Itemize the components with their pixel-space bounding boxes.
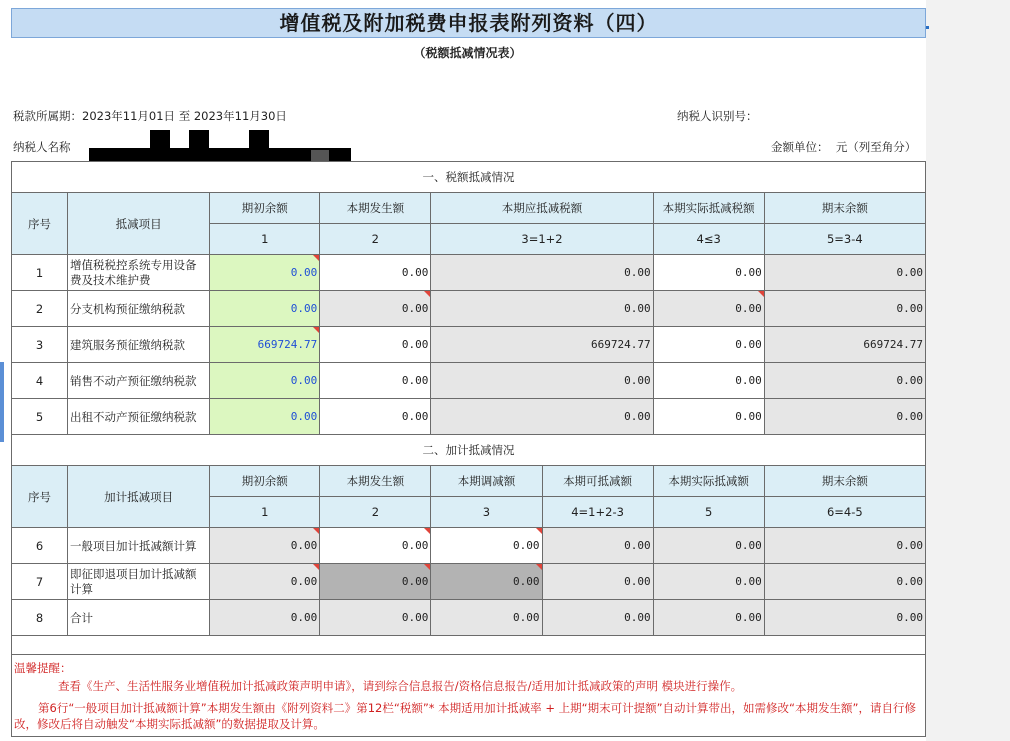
left-edge-handle[interactable] <box>0 362 4 442</box>
reminder-line-declaration: 查看《生产、生活性服务业增值税加计抵减政策声明申请》，请到综合信息报告/资格信息报告/适用加计抵减政策的声明 模块进行操作。 <box>58 679 743 693</box>
row-item: 合计 <box>68 600 210 636</box>
col-closing-header: 期末余额 <box>764 466 925 497</box>
report-subtitle: （税额抵减情况表） <box>413 46 522 60</box>
row-item: 即征即退项目加计抵减额计算 <box>68 564 210 600</box>
deductible-amount: 0.00 <box>431 291 653 327</box>
formula-cell: 2 <box>320 224 431 255</box>
closing-balance: 669724.77 <box>764 327 925 363</box>
incurred-amount-input[interactable]: 0.00 <box>320 363 431 399</box>
opening-balance-input[interactable]: 669724.77 <box>210 327 320 363</box>
redacted-block <box>249 130 269 150</box>
reduction-amount: 0.00 <box>431 600 542 636</box>
formula-cell: 1 <box>210 497 320 528</box>
row-seq: 3 <box>12 327 68 363</box>
incurred-amount-input[interactable]: 0.00 <box>320 291 431 327</box>
opening-balance-input[interactable]: 0.00 <box>210 399 320 435</box>
closing-balance: 0.00 <box>764 528 925 564</box>
tax-deduction-table <box>11 161 926 435</box>
row-seq: 5 <box>12 399 68 435</box>
closing-balance: 0.00 <box>764 255 925 291</box>
deductible-amount: 0.00 <box>431 255 653 291</box>
actual-deduction-input[interactable]: 0.00 <box>653 363 764 399</box>
formula-cell: 4=1+2-3 <box>542 497 653 528</box>
section1-title: 一、税额抵减情况 <box>12 162 926 193</box>
table-row <box>12 600 926 636</box>
opening-balance-input[interactable]: 0.00 <box>210 255 320 291</box>
taxpayer-id-label: 纳税人识别号： <box>677 109 758 123</box>
formula-cell: 5 <box>653 497 764 528</box>
incurred-amount: 0.00 <box>320 600 431 636</box>
deductible-amount: 0.00 <box>431 399 653 435</box>
closing-balance: 0.00 <box>764 600 925 636</box>
actual-deduction: 0.00 <box>653 564 764 600</box>
col-seq-header: 序号 <box>12 193 68 255</box>
actual-deduction: 0.00 <box>653 600 764 636</box>
reminder-line-row6: 第6行“一般项目加计抵减额计算”本期发生额由《附列资料二》第12栏“税额”* 本期适用加计抵减率 + 上期“期末可计提额”自动计算带出，如需修改“本期发生额”，请自行修改，修改后将自动触发“本期实际抵减额”的数据提取及计算。 <box>14 701 916 731</box>
col-item-header: 抵减项目 <box>68 193 210 255</box>
deductible-amount: 669724.77 <box>431 327 653 363</box>
amount-unit-label: 金额单位： <box>771 140 829 154</box>
row-seq: 1 <box>12 255 68 291</box>
report-title: 增值税及附加税费申报表附列资料（四） <box>11 8 926 38</box>
reminder-panel <box>11 654 926 737</box>
incurred-amount-input[interactable]: 0.00 <box>320 399 431 435</box>
section2-title: 二、加计抵减情况 <box>12 435 926 466</box>
opening-balance: 0.00 <box>210 564 320 600</box>
available-amount: 0.00 <box>542 528 653 564</box>
row-item: 销售不动产预征缴纳税款 <box>68 363 210 399</box>
formula-cell: 3 <box>431 497 542 528</box>
period-info <box>13 108 287 124</box>
col-actual-header: 本期实际抵减税额 <box>653 193 764 224</box>
amount-unit-value: 元（列至角分） <box>835 140 917 154</box>
row-seq: 6 <box>12 528 68 564</box>
period-start: 2023年11月01日 <box>82 109 176 123</box>
closing-balance: 0.00 <box>764 564 925 600</box>
available-amount: 0.00 <box>542 564 653 600</box>
table-row <box>12 528 926 564</box>
selection-marker <box>926 26 929 29</box>
actual-deduction-input[interactable]: 0.00 <box>653 327 764 363</box>
report-sheet <box>11 0 926 741</box>
col-opening-header: 期初余额 <box>210 193 320 224</box>
closing-balance: 0.00 <box>764 399 925 435</box>
table-row <box>12 291 926 327</box>
closing-balance: 0.00 <box>764 363 925 399</box>
col-incurred-header: 本期发生额 <box>320 193 431 224</box>
actual-deduction-input[interactable]: 0.00 <box>653 399 764 435</box>
formula-cell: 2 <box>320 497 431 528</box>
row-item: 分支机构预征缴纳税款 <box>68 291 210 327</box>
incurred-amount-input[interactable]: 0.00 <box>320 255 431 291</box>
redacted-block <box>150 130 170 150</box>
opening-balance: 0.00 <box>210 600 320 636</box>
row-seq: 2 <box>12 291 68 327</box>
taxpayer-name-label: 纳税人名称 <box>13 140 71 154</box>
formula-cell: 4≤3 <box>653 224 764 255</box>
opening-balance: 0.00 <box>210 528 320 564</box>
formula-cell: 5=3-4 <box>764 224 925 255</box>
table-row <box>12 327 926 363</box>
period-to: 至 <box>178 109 191 123</box>
col-item-header: 加计抵减项目 <box>68 466 210 528</box>
available-amount: 0.00 <box>542 600 653 636</box>
formula-cell: 6=4-5 <box>764 497 925 528</box>
right-empty-pane <box>926 0 1010 741</box>
row-seq: 4 <box>12 363 68 399</box>
row-item: 增值税税控系统专用设备费及技术维护费 <box>68 255 210 291</box>
col-incurred-header: 本期发生额 <box>320 466 431 497</box>
period-label: 税款所属期： <box>13 109 82 123</box>
row-item: 一般项目加计抵减额计算 <box>68 528 210 564</box>
row-seq: 8 <box>12 600 68 636</box>
col-opening-header: 期初余额 <box>210 466 320 497</box>
actual-deduction: 0.00 <box>653 528 764 564</box>
row-seq: 7 <box>12 564 68 600</box>
formula-cell: 1 <box>210 224 320 255</box>
row-item: 出租不动产预征缴纳税款 <box>68 399 210 435</box>
table-row <box>12 255 926 291</box>
closing-balance: 0.00 <box>764 291 925 327</box>
formula-cell: 3=1+2 <box>431 224 653 255</box>
table-row <box>12 363 926 399</box>
col-actual-header: 本期实际抵减额 <box>653 466 764 497</box>
incurred-amount-input[interactable]: 0.00 <box>320 528 431 564</box>
reduction-amount-disabled: 0.00 <box>431 564 542 600</box>
table-row <box>12 399 926 435</box>
additional-deduction-table <box>11 434 926 636</box>
opening-balance-input[interactable]: 0.00 <box>210 363 320 399</box>
amount-unit <box>771 139 916 155</box>
period-end: 2023年11月30日 <box>193 109 287 123</box>
opening-balance-input[interactable]: 0.00 <box>210 291 320 327</box>
col-available-header: 本期可抵减额 <box>542 466 653 497</box>
incurred-amount-disabled: 0.00 <box>320 564 431 600</box>
table-row <box>12 564 926 600</box>
row-item: 建筑服务预征缴纳税款 <box>68 327 210 363</box>
reminder-title: 温馨提醒： <box>14 661 72 675</box>
col-reduction-header: 本期调减额 <box>431 466 542 497</box>
col-deductible-header: 本期应抵减税额 <box>431 193 653 224</box>
incurred-amount-input[interactable]: 0.00 <box>320 327 431 363</box>
redacted-block <box>189 130 209 150</box>
table-spacer-row <box>11 634 926 655</box>
col-seq-header: 序号 <box>12 466 68 528</box>
col-closing-header: 期末余额 <box>764 193 925 224</box>
reduction-amount-input[interactable]: 0.00 <box>431 528 542 564</box>
deductible-amount: 0.00 <box>431 363 653 399</box>
actual-deduction-input[interactable]: 0.00 <box>653 255 764 291</box>
actual-deduction-input[interactable]: 0.00 <box>653 291 764 327</box>
